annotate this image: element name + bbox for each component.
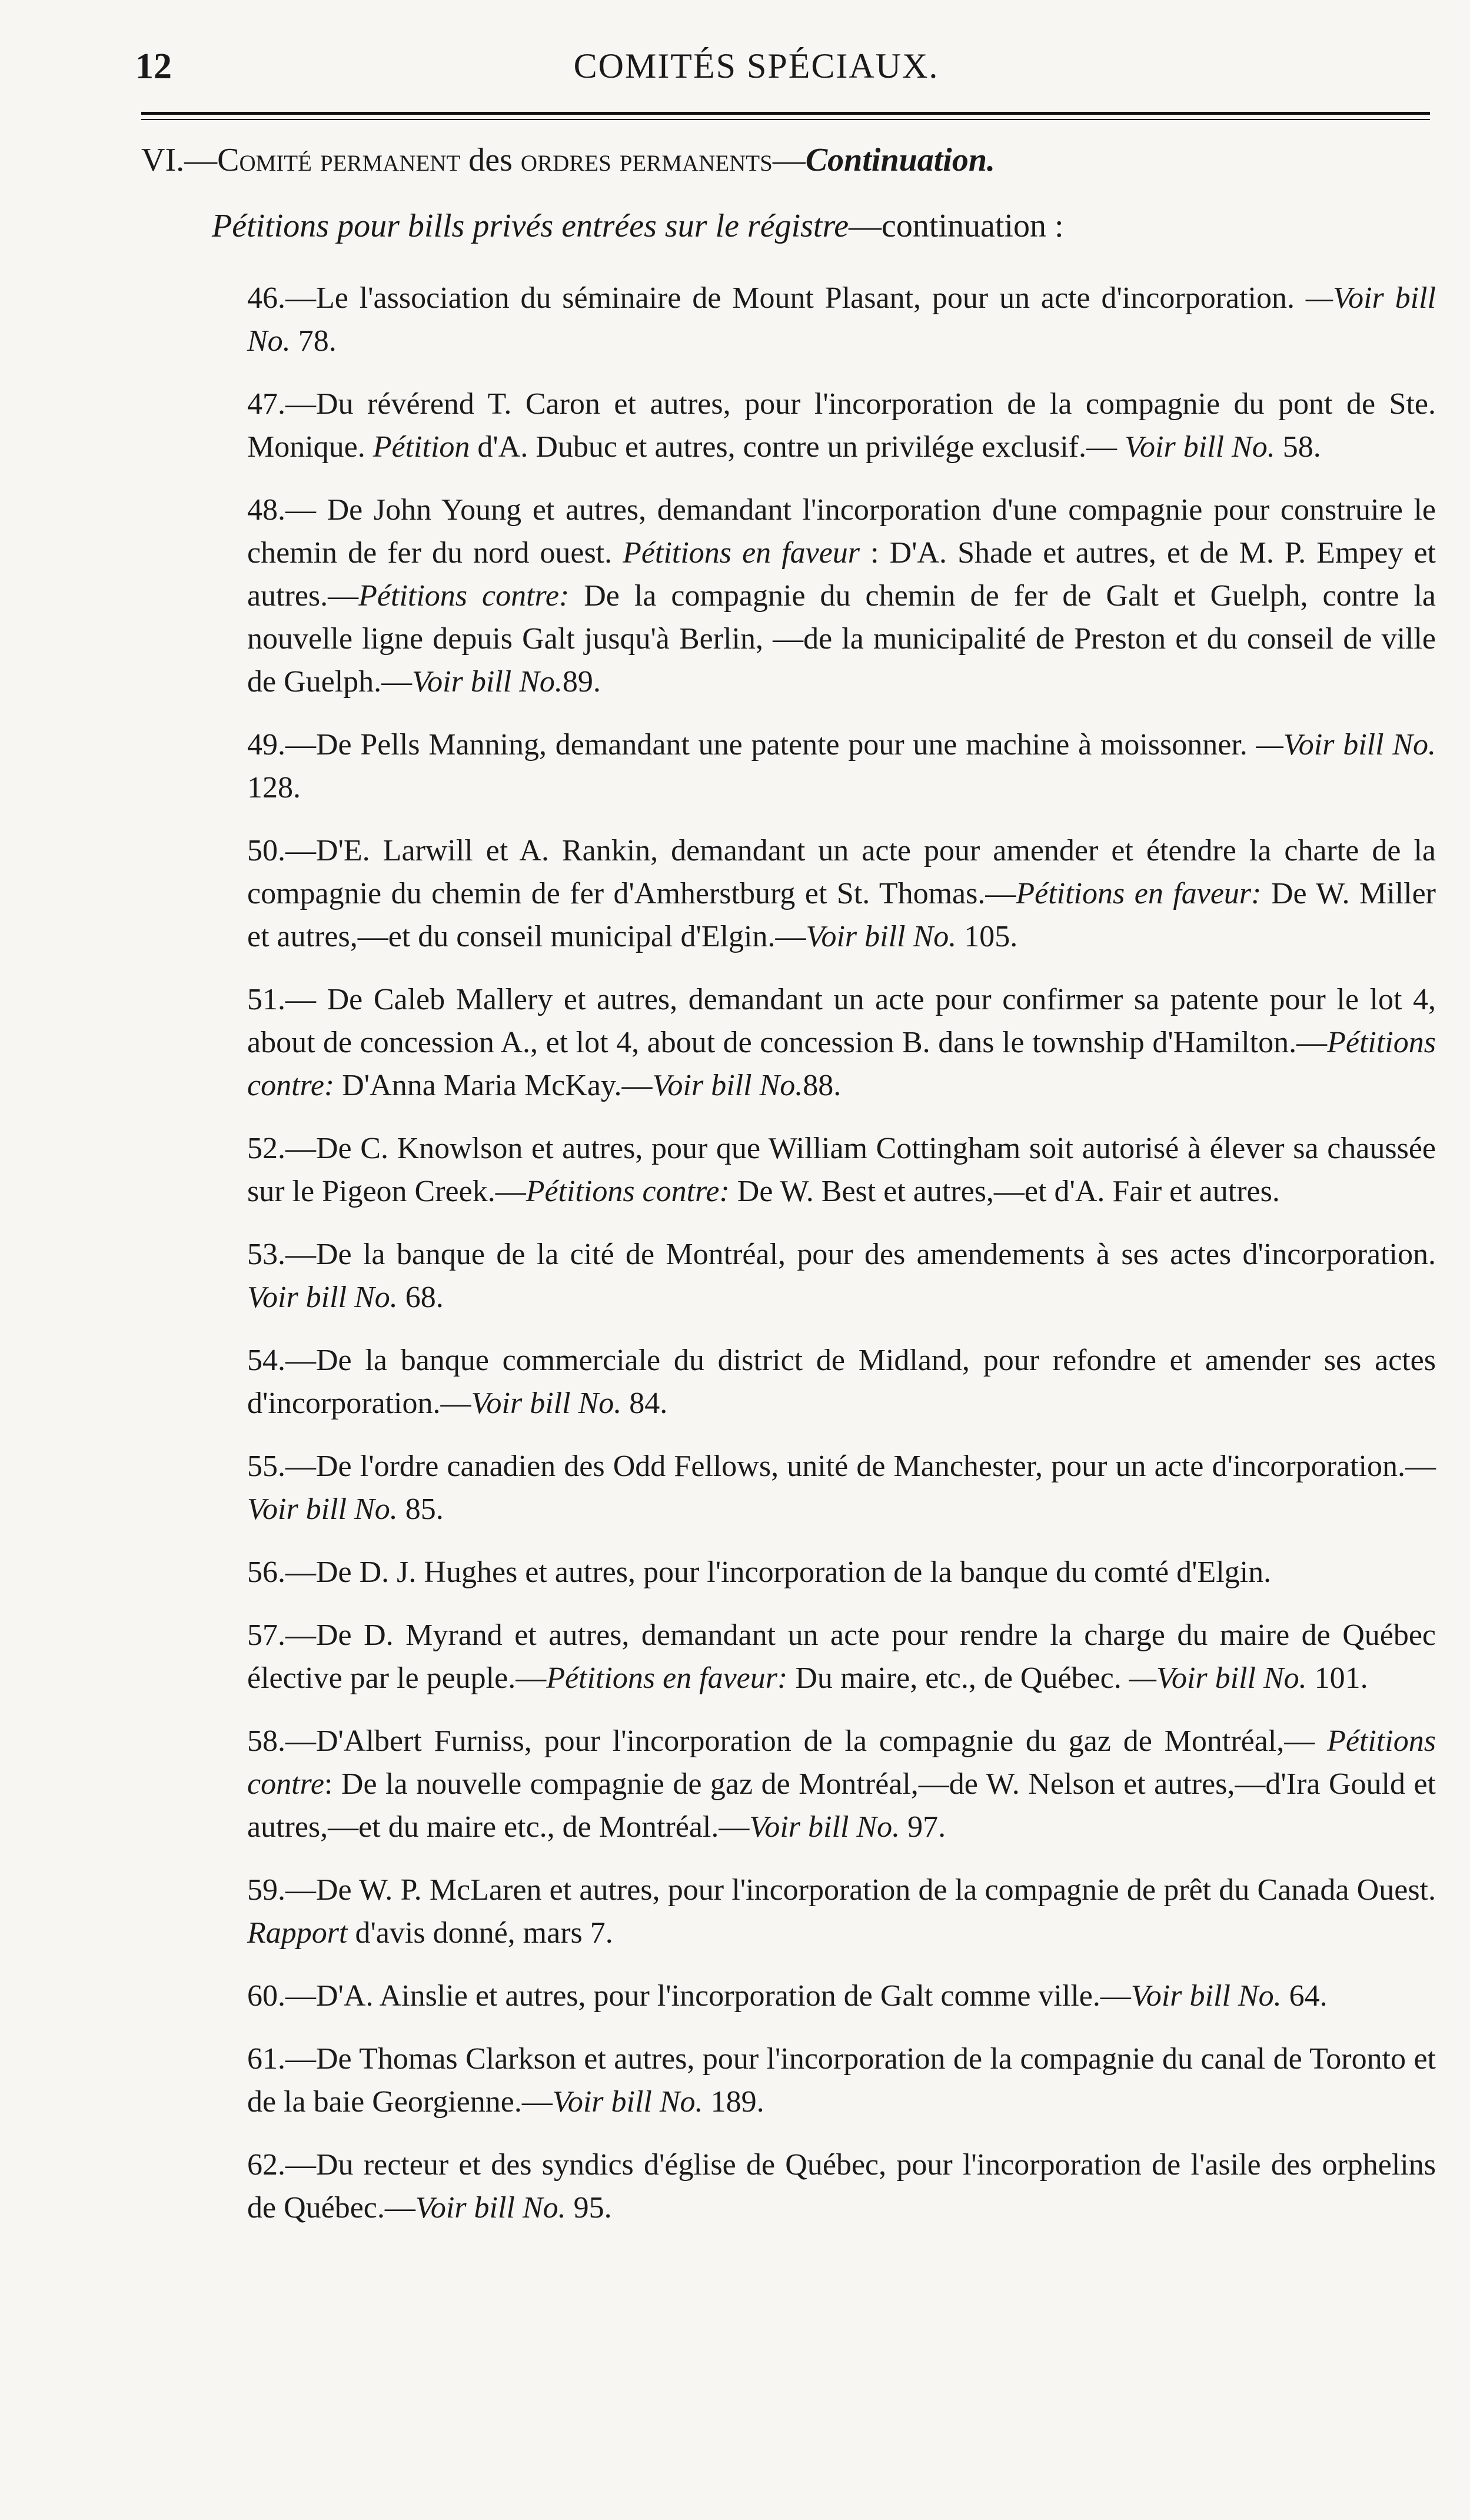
section-dash: — <box>184 142 218 178</box>
entry-text: — De John Young et autres, demandant l'incorporation d'une compagnie pour construire le chemin de fer du nord ouest. <box>247 493 1436 570</box>
entry-text: 85. <box>397 1492 444 1526</box>
petition-entry <box>247 2143 1436 2229</box>
entry-text: 189. <box>703 2085 764 2119</box>
entry-text: D'Anna Maria McKay.— <box>334 1069 653 1102</box>
sub-heading-continuation: —continuation : <box>849 208 1064 244</box>
entry-text: 58. <box>1275 430 1321 464</box>
entry-text: De W. Miller et autres,—et du conseil municipal d'Elgin.— <box>247 877 1436 953</box>
entry-text: —De Pells Manning, demandant une patente pour une machine à moissonner. <box>285 728 1256 762</box>
entry-text: 84. <box>621 1387 668 1420</box>
petition-entry <box>247 1720 1436 1849</box>
entry-number: 55. <box>247 1450 285 1483</box>
entry-text: —De la banque de la cité de Montréal, pour des amendements à ses actes d'incorporation. <box>285 1238 1436 1271</box>
section-title-part2: ordres permanents <box>520 142 773 178</box>
entry-text: 89. <box>562 665 601 699</box>
entry-reference-italic: —Voir bill No. <box>1129 1661 1307 1695</box>
section-title-part1: Comité permanent <box>217 142 461 178</box>
entry-text: 101. <box>1306 1661 1368 1695</box>
entry-text: 105. <box>956 920 1018 953</box>
entry-text: 64. <box>1281 1979 1328 2013</box>
entry-text: d'A. Dubuc et autres, contre un privilége exclusif.— <box>470 430 1125 464</box>
entry-reference-italic: Voir bill No. <box>412 665 563 699</box>
entry-reference-italic: Voir bill No. <box>471 1387 622 1420</box>
entry-reference-italic: Pétitions contre: <box>526 1175 730 1208</box>
petition-entry <box>247 1614 1436 1700</box>
section-continuation: Continuation. <box>805 142 995 178</box>
section-title-dash: — <box>772 142 806 178</box>
entry-reference-italic: Pétitions contre <box>247 1724 1436 1801</box>
entry-reference-italic: Voir bill No. <box>806 920 957 953</box>
entry-text: 78. <box>290 324 337 358</box>
entry-reference-italic: Voir bill No. <box>415 2191 566 2225</box>
entry-reference-italic: Rapport <box>247 1916 348 1950</box>
entry-text: —De C. Knowlson et autres, pour que William Cottingham soit autorisé à élever sa chaussée sur le Pigeon Creek.— <box>247 1132 1436 1208</box>
entry-number: 59. <box>247 1873 285 1907</box>
entry-number: 51. <box>247 983 285 1016</box>
petition-entry <box>247 829 1436 958</box>
entry-number: 56. <box>247 1555 285 1589</box>
entry-text: : De la nouvelle compagnie de gaz de Montréal,—de W. Nelson et autres,—d'Ira Gould et autres,—et du maire etc., de Montréal.— <box>247 1767 1436 1844</box>
entry-text: De la compagnie du chemin de fer de Galt et Guelph, contre la nouvelle ligne depuis Galt jusqu'à Berlin, —de la municipalité de Preston et du conseil de ville de Guelph.— <box>247 579 1436 699</box>
entry-text: — De Caleb Mallery et autres, demandant un acte pour confirmer sa patente pour le lot 4, about de concession A., et lot 4, about de concession B. dans le township d'Hamilton.— <box>247 983 1436 1059</box>
petition-entry <box>247 723 1436 809</box>
entry-number: 47. <box>247 387 285 421</box>
entry-reference-italic: Voir bill No. <box>247 1492 398 1526</box>
entry-text: —De W. P. McLaren et autres, pour l'incorporation de la compagnie de prêt du Canada Ouest. <box>285 1873 1436 1907</box>
entry-text: —De l'ordre canadien des Odd Fellows, unité de Manchester, pour un acte d'incorporation.— <box>285 1450 1436 1483</box>
petition-entry <box>247 1974 1436 2017</box>
entry-reference-italic: Voir bill No. <box>247 1281 398 1314</box>
entry-text: 68. <box>397 1281 444 1314</box>
entry-text: —De D. Myrand et autres, demandant un acte pour rendre la charge du maire de Québec élective par le peuple.— <box>247 1618 1436 1695</box>
header-rule-thin <box>141 119 1430 120</box>
entry-text: 97. <box>900 1810 946 1844</box>
entry-reference-italic: Pétitions contre: <box>358 579 570 613</box>
entry-reference-italic: —Voir bill No. <box>247 281 1436 358</box>
entry-reference-italic: Pétitions contre: <box>247 1026 1436 1102</box>
entry-reference-italic: Pétitions en faveur: <box>546 1661 788 1695</box>
entry-text: —De D. J. Hughes et autres, pour l'incorporation de la banque du comté d'Elgin. <box>285 1555 1272 1589</box>
entry-text: 88. <box>803 1069 842 1102</box>
entry-number: 62. <box>247 2148 285 2182</box>
petition-entry <box>247 1445 1436 1531</box>
entry-text: —Du révérend T. Caron et autres, pour l'incorporation de la compagnie du pont de Ste. Monique. <box>247 387 1436 464</box>
entry-text: —D'E. Larwill et A. Rankin, demandant un acte pour amender et étendre la charte de la compagnie du chemin de fer d'Amherstburg et St. Thomas.— <box>247 834 1436 910</box>
entry-reference-italic: Pétitions en faveur: <box>1016 877 1262 910</box>
petition-entry <box>247 1233 1436 1319</box>
entry-text: 128. <box>247 771 301 804</box>
entry-text: Du maire, etc., de Québec. <box>787 1661 1129 1695</box>
entry-number: 48. <box>247 493 285 527</box>
page-header <box>88 35 1424 88</box>
entry-text: —De Thomas Clarkson et autres, pour l'incorporation de la compagnie du canal de Toronto et de la baie Georgienne.— <box>247 2042 1436 2119</box>
petition-entry <box>247 1551 1436 1594</box>
petition-entry <box>247 978 1436 1107</box>
petition-entry <box>247 1127 1436 1213</box>
entry-text: De W. Best et autres,—et d'A. Fair et autres. <box>729 1175 1280 1208</box>
entry-reference-italic: —Voir bill No. <box>1256 728 1436 762</box>
entry-number: 57. <box>247 1618 285 1652</box>
entry-reference-italic: Voir bill No. <box>749 1810 900 1844</box>
entry-number: 53. <box>247 1238 285 1271</box>
entry-reference-italic: Voir bill No. <box>1125 430 1275 464</box>
entry-text: 95. <box>566 2191 612 2225</box>
sub-heading <box>212 207 1064 245</box>
entry-text: : D'A. Shade et autres, et de M. P. Empey et autres.— <box>247 536 1436 613</box>
entry-reference-italic: Voir bill No. <box>652 1069 803 1102</box>
entry-number: 50. <box>247 834 285 867</box>
section-title-connector: des <box>460 142 521 178</box>
running-title: COMITÉS SPÉCIAUX. <box>573 46 939 85</box>
entry-number: 52. <box>247 1132 285 1165</box>
entry-text: —D'Albert Furniss, pour l'incorporation de la compagnie du gaz de Montréal,— <box>285 1724 1328 1758</box>
sub-heading-italic: Pétitions pour bills privés entrées sur le régistre <box>212 208 849 244</box>
entry-text: —Le l'association du séminaire de Mount Plasant, pour un acte d'incorporation. <box>285 281 1306 315</box>
entry-number: 60. <box>247 1979 285 2013</box>
entry-number: 54. <box>247 1344 285 1377</box>
page-number: 12 <box>135 46 172 87</box>
entry-number: 49. <box>247 728 285 762</box>
entry-text: —De la banque commerciale du district de Midland, pour refondre et amender ses actes d'incorporation.— <box>247 1344 1436 1420</box>
petition-list <box>247 277 1436 2249</box>
section-heading <box>141 141 995 179</box>
petition-entry <box>247 1869 1436 1954</box>
petition-entry <box>247 488 1436 703</box>
entry-reference-italic: Pétitions en faveur <box>623 536 860 570</box>
entry-text: —Du recteur et des syndics d'église de Québec, pour l'incorporation de l'asile des orphelins de Québec.— <box>247 2148 1436 2225</box>
entry-reference-italic: Voir bill No. <box>1130 1979 1282 2013</box>
section-number: VI. <box>141 142 185 178</box>
entry-text: d'avis donné, mars 7. <box>347 1916 613 1950</box>
petition-entry <box>247 277 1436 363</box>
entry-number: 58. <box>247 1724 285 1758</box>
petition-entry <box>247 1339 1436 1425</box>
petition-entry <box>247 383 1436 468</box>
entry-number: 46. <box>247 281 285 315</box>
entry-number: 61. <box>247 2042 285 2076</box>
petition-entry <box>247 2037 1436 2123</box>
header-rule <box>141 112 1430 115</box>
entry-reference-italic: Voir bill No. <box>552 2085 703 2119</box>
entry-text: —D'A. Ainslie et autres, pour l'incorporation de Galt comme ville.— <box>285 1979 1131 2013</box>
entry-reference-italic: Pétition <box>373 430 470 464</box>
